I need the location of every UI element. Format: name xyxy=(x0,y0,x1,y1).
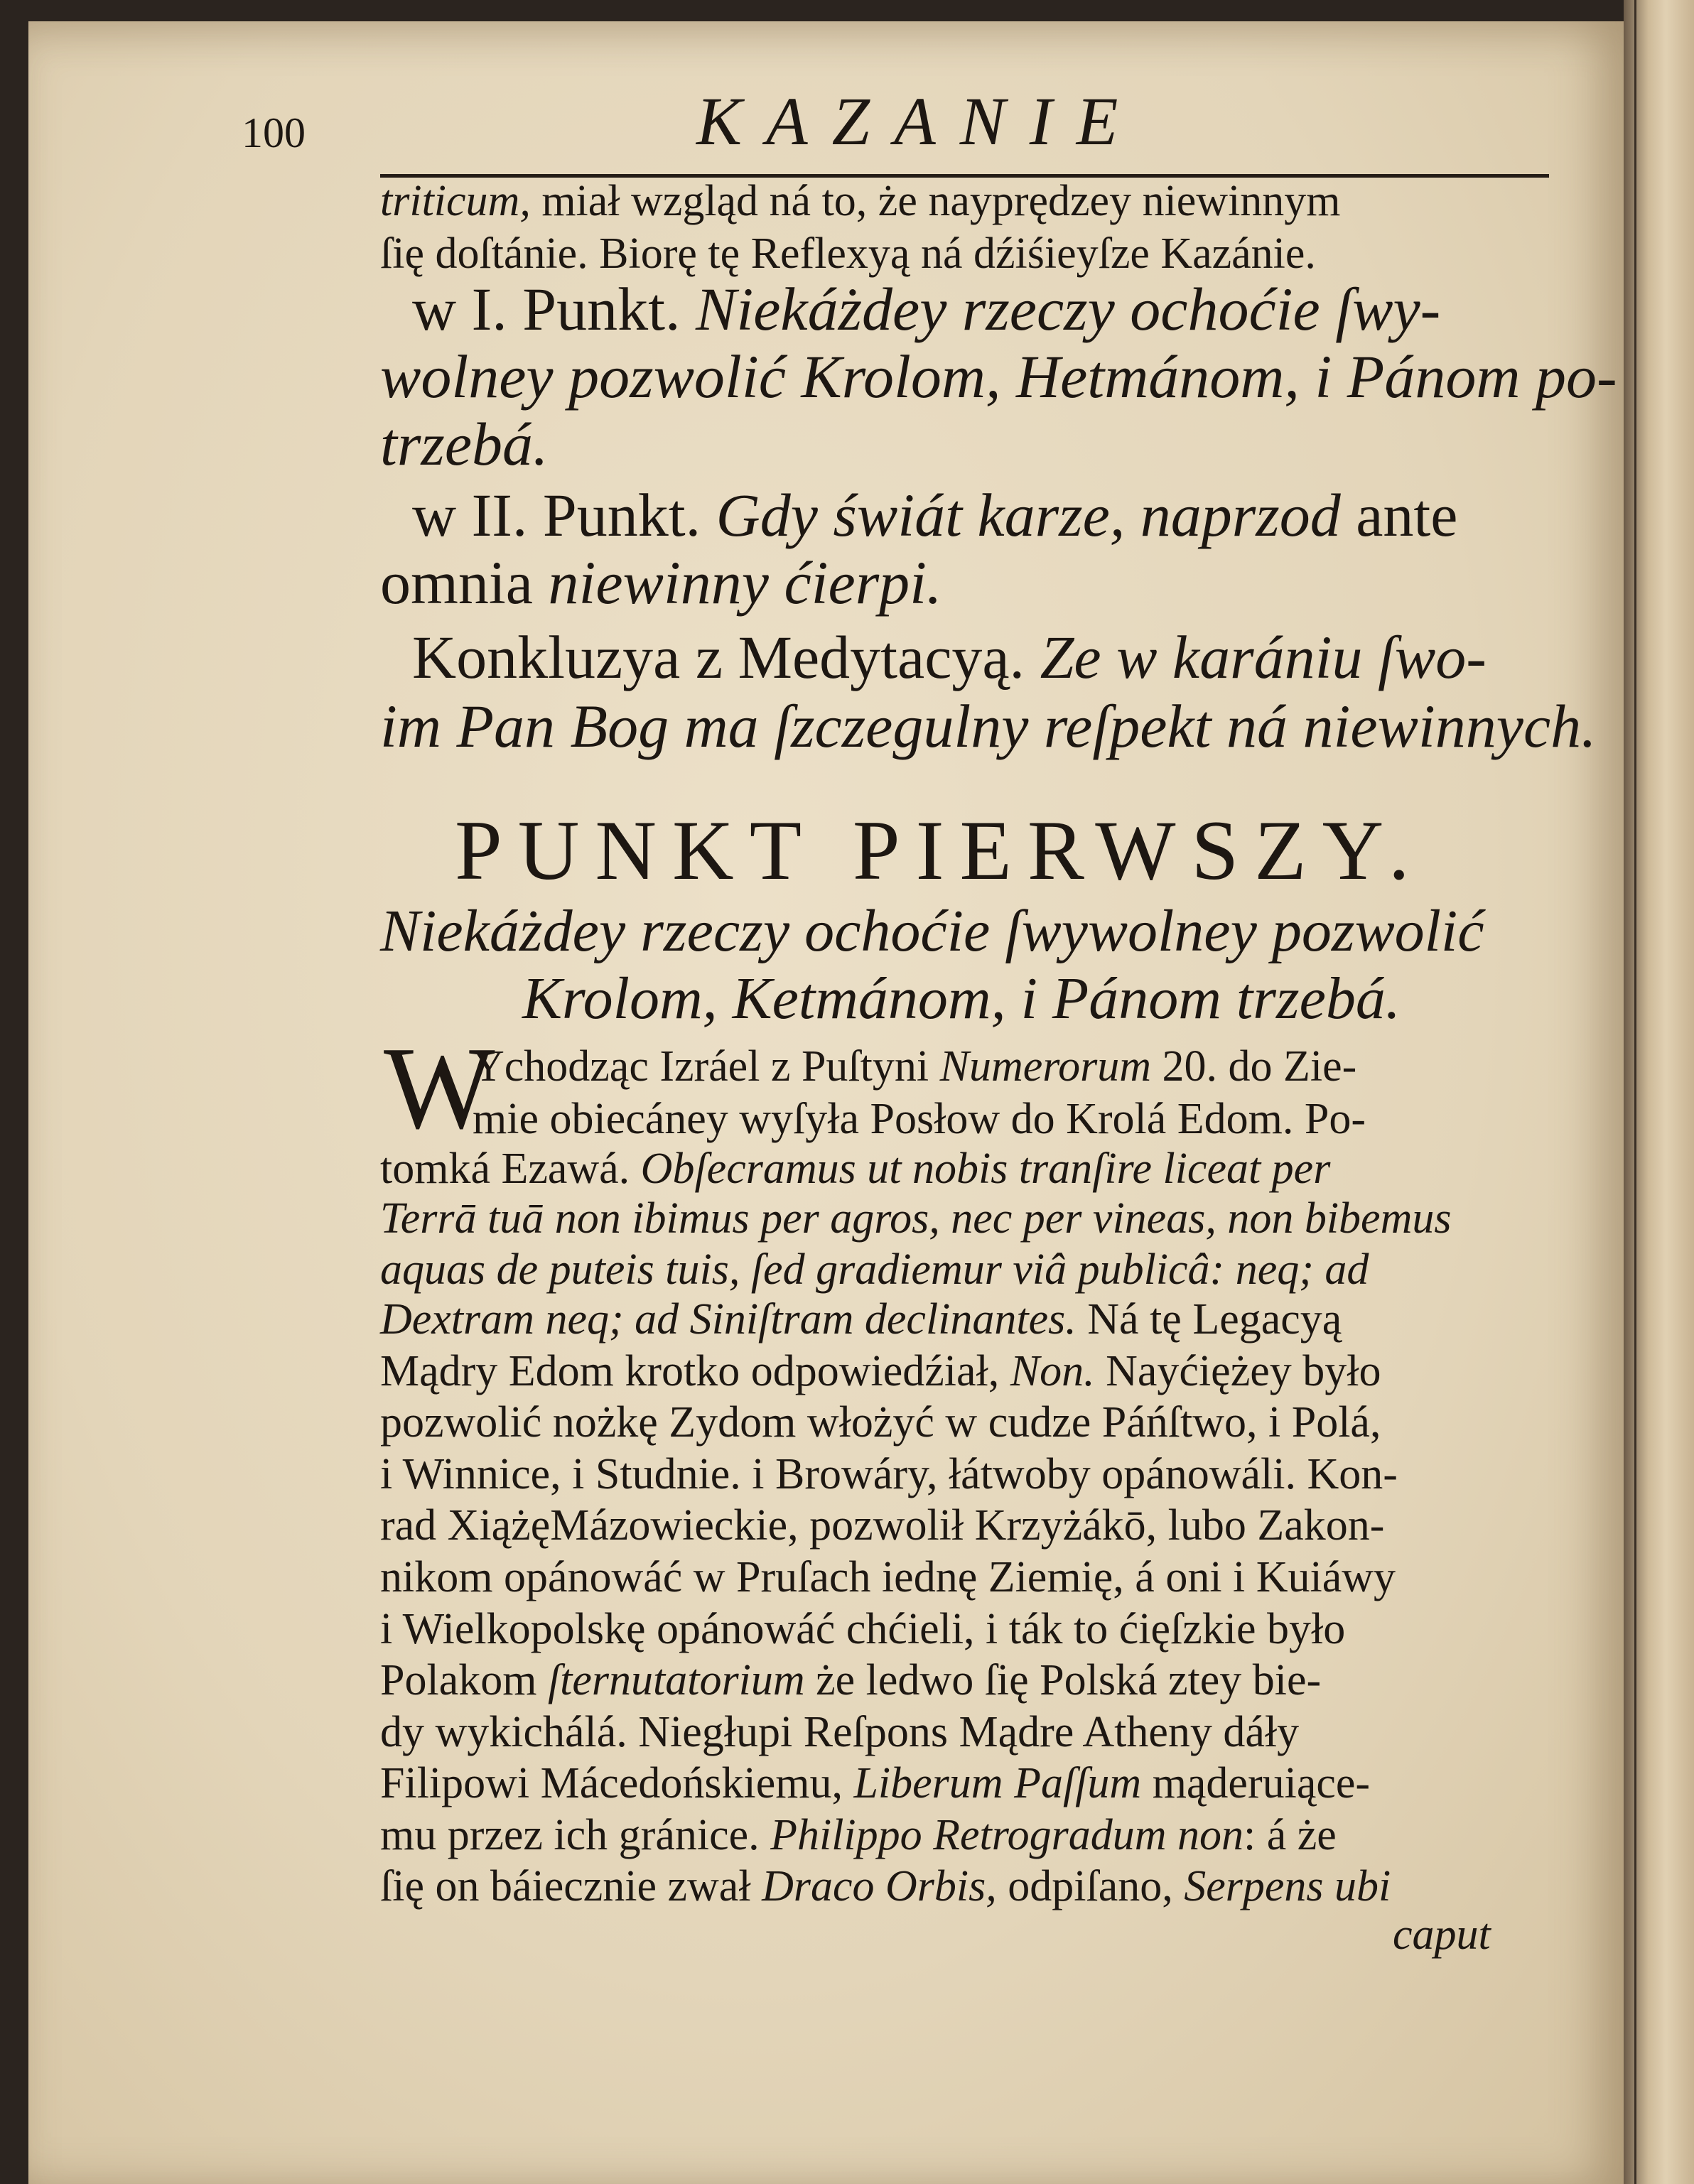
latin-span: ſternutatorium xyxy=(547,1656,805,1704)
conclusion-cont: im Pan Bog ma ſzczegulny reſpekt ná niewinnych. xyxy=(380,692,1597,760)
drop-cap: W xyxy=(384,1022,495,1153)
text-span: odpiſano, xyxy=(996,1862,1185,1910)
text-span: mu przez ich gránice. xyxy=(380,1811,771,1859)
text-span: miał wzgląd ná to, że nayprędzey niewinnym xyxy=(530,177,1341,225)
body-line: rad XiążęMázowieckie, pozwolił Krzyżákō, lubo Zakon- xyxy=(380,1501,1385,1550)
catchword: caput xyxy=(1393,1910,1491,1959)
body-line: aquas de puteis tuis, ſed gradiemur viâ publicâ: neq; ad xyxy=(380,1245,1369,1294)
body-line: dy wykichálá. Niegłupi Reſpons Mądre Atheny dáły xyxy=(380,1708,1300,1756)
text-span: Ychodząc Izráel z Puſtyni xyxy=(473,1042,940,1091)
text-span: : á że xyxy=(1243,1811,1337,1859)
point-text: Niekáżdey rzeczy ochoćie ſwy- xyxy=(695,275,1441,343)
body-line xyxy=(380,1758,1370,1809)
body-line xyxy=(380,1346,1381,1397)
conclusion-text: Ze w karániu ſwo- xyxy=(1040,623,1487,691)
text-span: Polakom xyxy=(380,1656,548,1704)
latin-span: Serpens ubi xyxy=(1184,1862,1391,1910)
point-text-latin: ante xyxy=(1340,481,1458,549)
binding-edge xyxy=(1634,0,1636,2184)
text-line xyxy=(380,176,1341,227)
conclusion-label: Konkluzya z Medytacyą. xyxy=(412,623,1040,691)
latin-span: Liberum Paſſum xyxy=(853,1759,1142,1807)
text-span: mąderuiące- xyxy=(1141,1759,1371,1807)
text-span: 20. do Zie- xyxy=(1151,1042,1357,1091)
latin-word: omnia xyxy=(380,548,549,617)
text-span: Nayćiężey było xyxy=(1094,1347,1381,1395)
latin-span: Non. xyxy=(1010,1347,1095,1395)
running-title: KAZANIE xyxy=(696,83,1143,159)
point-one-cont: trzebá. xyxy=(380,410,549,478)
point-label: w II. Punkt. xyxy=(412,481,716,549)
body-line xyxy=(380,1144,1330,1194)
text-span: Mądry Edom krotko odpowiedźiał, xyxy=(380,1347,1010,1395)
text-span: Filipowi Mácedońskiemu, xyxy=(380,1759,854,1807)
latin-span: Philippo Retrogradum non xyxy=(770,1811,1244,1859)
body-line: pozwolić nożkę Zydom włożyć w cudze Páńſtwo, i Polá, xyxy=(380,1398,1381,1447)
text-line: ſię doſtánie. Biorę tę Reflexyą ná dźiśieyſze Kazánie. xyxy=(380,229,1316,278)
latin-span: Draco Orbis, xyxy=(762,1862,997,1910)
text-span: Ná tę Legacyą xyxy=(1076,1295,1342,1344)
point-two xyxy=(412,480,1457,551)
point-text: Gdy świát karze, naprzod xyxy=(716,481,1341,549)
latin-word: triticum, xyxy=(380,177,531,225)
body-line xyxy=(380,1655,1321,1706)
body-line: mie obiecáney wyſyła Posłow do Krolá Edom. Po- xyxy=(473,1095,1366,1143)
section-subheading: Niekáżdey rzeczy ochoćie ſwywolney pozwolić xyxy=(380,898,1484,964)
text-span: tomká Ezawá. xyxy=(380,1145,641,1193)
section-subheading: Krolom, Ketmánom, i Pánom trzebá. xyxy=(522,966,1401,1032)
body-line: i Wielkopolskę opánowáć chćieli, i ták to ćięſzkie było xyxy=(380,1605,1346,1653)
point-label: w I. Punkt. xyxy=(412,275,696,343)
page-header xyxy=(242,82,1577,159)
latin-span: Obſecramus ut nobis tranſire liceat per xyxy=(640,1145,1331,1193)
body-line: nikom opánowáć w Pruſach iednę Ziemię, á oni i Kuiáwy xyxy=(380,1553,1396,1601)
body-line xyxy=(473,1042,1356,1092)
latin-span: Dextram neq; ad Siniſtram declinantes. xyxy=(380,1295,1077,1344)
section-heading: PUNKT PIERWSZY. xyxy=(455,803,1425,897)
point-one xyxy=(412,274,1440,345)
point-one-cont: wolney pozwolić Krolom, Hetmánom, i Pánom po- xyxy=(380,342,1617,411)
point-text: niewinny ćierpi. xyxy=(548,548,942,617)
text-span: że ledwo ſię Polská ztey bie- xyxy=(804,1656,1322,1704)
latin-span: Numerorum xyxy=(939,1042,1151,1091)
body-line xyxy=(380,1294,1342,1345)
body-line: Terrā tuā non ibimus per agros, nec per vineas, non bibemus xyxy=(380,1194,1452,1243)
conclusion xyxy=(412,622,1487,693)
text-span: ſię on báiecznie zwał xyxy=(380,1862,762,1910)
point-two-cont xyxy=(380,547,942,618)
page-number: 100 xyxy=(242,109,306,156)
body-line xyxy=(380,1810,1337,1861)
body-line: i Winnice, i Studnie. i Browáry, łátwoby opánowáli. Kon- xyxy=(380,1450,1398,1498)
body-line xyxy=(380,1861,1391,1912)
